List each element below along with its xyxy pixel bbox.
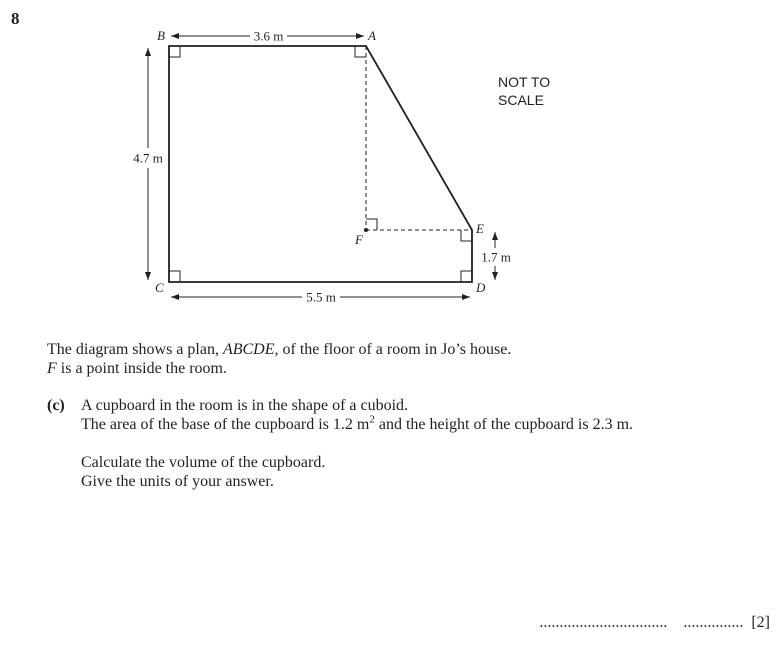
right-angle-c [169, 271, 180, 282]
dim-left-label: 4.7 m [133, 150, 163, 166]
part-line-2: The area of the base of the cupboard is 1.2 $m^2$ and the height of the cupboard is 2.3 m. [81, 413, 634, 433]
right-angle-b [169, 46, 180, 57]
answer-units-field[interactable]: ............... [683, 614, 744, 631]
part-line-4: Give the units of your answer. [81, 473, 274, 490]
vertex-label-d: D [476, 280, 486, 295]
answer-line [539, 614, 770, 632]
intro-line-2: F is a point inside the room. [47, 360, 227, 377]
intro-line-1: The diagram shows a plan, ABCDE, of the floor of a room in Jo’s house. [47, 341, 512, 358]
room-plan-diagram [0, 0, 781, 320]
question-number: 8 [11, 9, 20, 28]
vertex-label-b: B [157, 28, 165, 43]
right-angle-e [461, 230, 472, 241]
right-angle-d [461, 271, 472, 282]
question-intro [47, 340, 511, 378]
dim-right-label: 1.7 m [481, 249, 511, 265]
dim-top-label: 3.6 m [253, 28, 284, 44]
answer-value-field[interactable]: ................................ [539, 614, 668, 631]
right-angle-a [355, 46, 366, 57]
right-angle-f [366, 219, 377, 230]
not-to-scale-line2: SCALE [498, 92, 544, 108]
dim-bottom-label: 5.5 m [306, 289, 336, 305]
vertex-label-a: A [368, 28, 376, 43]
room-outline [169, 46, 472, 282]
point-f [364, 228, 368, 232]
vertex-label-f: F [355, 232, 363, 247]
part-line-3: Calculate the volume of the cupboard. [81, 454, 326, 471]
marks-label: [2] [751, 614, 770, 631]
part-line-1: A cupboard in the room is in the shape of a cuboid. [81, 397, 409, 414]
part-label: (c) [47, 397, 65, 414]
vertex-label-e: E [476, 221, 484, 236]
vertex-label-c: C [155, 280, 164, 295]
not-to-scale-line1: NOT TO [498, 74, 551, 90]
part-body [81, 396, 761, 491]
